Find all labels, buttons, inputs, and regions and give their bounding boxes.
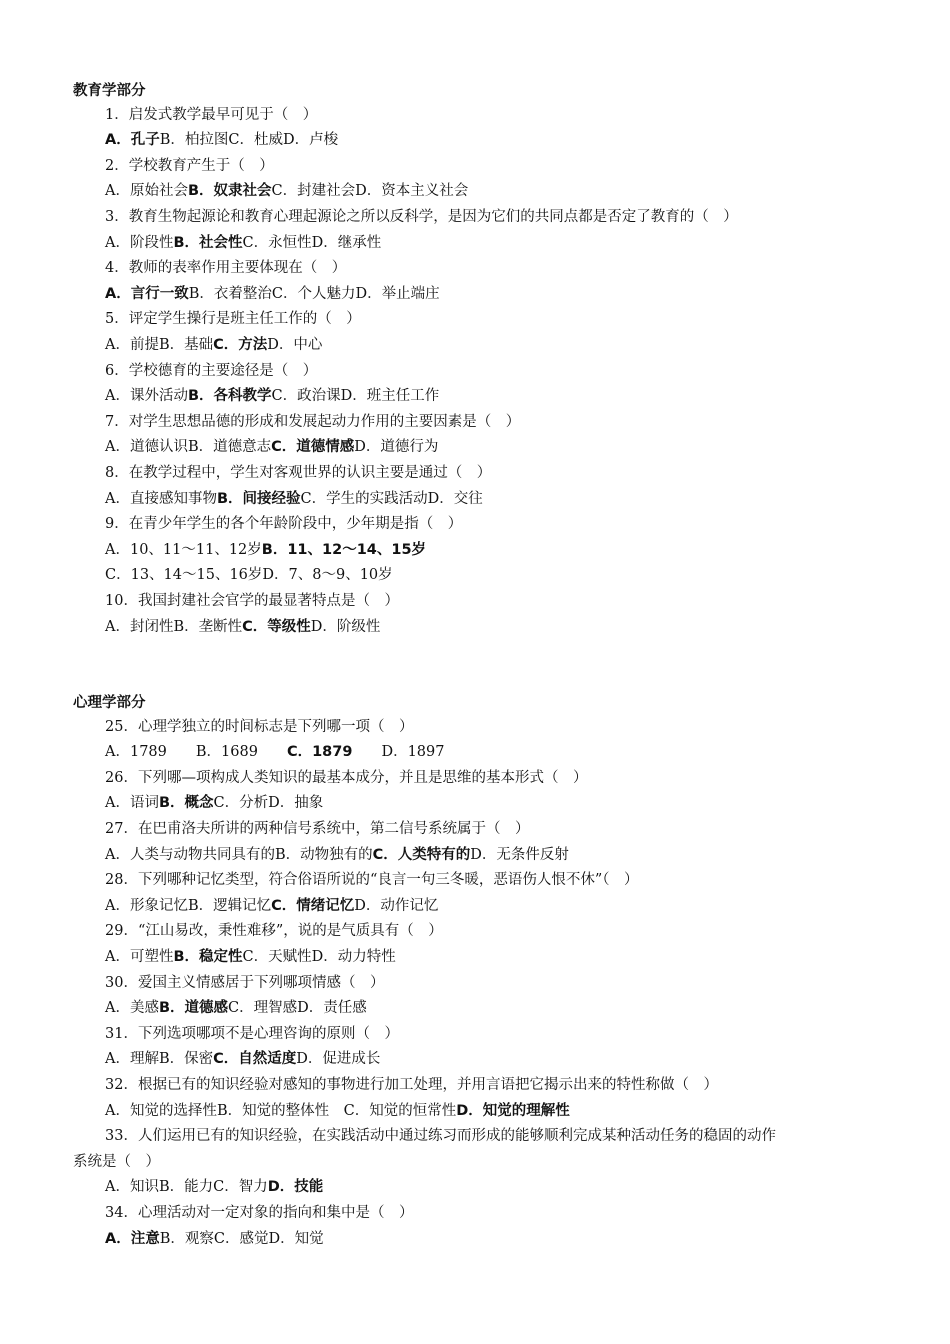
answer-option: D．动力特性 [311,949,396,965]
answer-option: A．课外活动 [105,388,188,405]
question-text: 31．下列选项哪项不是心理咨询的原则（ ） [105,1025,399,1042]
answer-option: C．分析 [213,795,269,812]
answer-option-correct: C．自然适度 [213,1051,297,1068]
question-text: 29．“江山易改，秉性难移”，说的是气质具有（ ） [105,923,443,940]
answer-option: C．天赋性 [242,949,312,965]
answer-option: D．1897 [381,744,445,761]
answer-option-correct: C．方法 [213,337,268,353]
answer-option: D．阶级性 [310,618,381,635]
answer-option: B．保密 [158,1051,214,1068]
options-line [105,130,338,150]
options-line [105,1229,324,1249]
answer-option: D．交往 [427,490,483,507]
question-text: 4．教师的表率作用主要体现在（ ） [105,260,347,277]
answer-option-correct: A．注意 [105,1230,160,1247]
question-text: 25．心理学独立的时间标志是下列哪一项（ ） [105,718,414,735]
question-text: 10．我国封建社会官学的最显著特点是（ ） [105,593,399,609]
answer-option-correct: A．孔子 [105,132,160,149]
options-line [105,793,323,813]
options-line [105,845,569,865]
answer-option-correct: B．概念 [158,795,214,812]
question-text: 6．学校德育的主要途径是（ ） [105,362,318,379]
options-line [105,998,367,1018]
question-text: 27．在巴甫洛夫所讲的两种信号系统中，第二信号系统属于（ ） [105,821,530,837]
answer-option-correct: C．道德情感 [271,439,355,456]
answer-option: B．垄断性 [173,618,243,635]
section-title: 教育学部分 [73,83,146,99]
answer-option: A．1789 [105,744,196,761]
answer-option: D．促进成长 [296,1051,381,1068]
answer-option: B．逻辑记忆 [187,897,272,914]
question-text: 5．评定学生操行是班主任工作的（ ） [105,311,361,328]
question-text: 3．教育生物起源论和教育心理起源论之所以反科学，是因为它们的共同点都是否定了教育的（ ） [105,209,738,225]
options-line [105,1101,570,1121]
answer-option: A．语词 [105,795,159,812]
answer-option-correct: B．奴隶社会 [187,183,272,200]
answer-option: D．中心 [267,337,323,353]
answer-option: D．资本主义社会 [355,183,469,200]
answer-option: D．举止端庄 [355,285,440,302]
answer-option-correct: B．道德感 [158,1000,229,1017]
answer-option-correct: C．人类特有的 [372,846,471,863]
question-text: 9．在青少年学生的各个年龄阶段中，少年期是指（ ） [105,516,463,533]
answer-option: B．基础 [158,337,214,353]
answer-option: D．动作记忆 [354,897,439,914]
answer-option-correct: C．等级性 [242,618,311,635]
question-text: 2．学校教育产生于（ ） [105,157,274,174]
answer-option: A．前提 [105,337,159,353]
section-title: 心理学部分 [73,695,146,711]
answer-option: A．理解 [105,1051,159,1068]
answer-option: A．知识 [105,1179,159,1196]
question-text: 8．在教学过程中，学生对客观世界的认识主要是通过（ ） [105,465,492,481]
answer-option-correct: B．社会性 [173,234,243,251]
options-line [105,540,426,560]
options-line [105,437,438,457]
answer-option: B．观察 [159,1230,214,1247]
answer-option: A．阶段性 [105,234,174,251]
answer-option-correct: C．情绪记忆 [271,897,355,914]
options-line [105,896,438,916]
answer-option: B．知觉的整体性 [216,1102,344,1119]
answer-option: C．智力 [213,1179,268,1196]
answer-option: D．责任感 [297,1000,367,1017]
answer-option: D．知觉 [268,1230,324,1247]
answer-option: A．道德认识 [105,439,188,456]
question-text: 7．对学生思想品德的形成和发展起动力作用的主要因素是（ ） [105,413,521,430]
answer-option-correct: C．1879 [286,744,382,761]
answer-option: A．可塑性 [105,949,174,965]
question-text: 1．启发式教学最早可见于（ ） [105,106,318,123]
question-text: 32．根据已有的知识经验对感知的事物进行加工处理，并用言语把它揭示出来的特性称做（ ） [105,1077,718,1093]
answer-option: D．无条件反射 [470,846,569,863]
question-text: 30．爱国主义情感居于下列哪项情感（ ） [105,974,385,991]
question-text-continued: 系统是（ ） [73,1153,160,1170]
answer-option-correct: B．间接经验 [216,490,301,507]
answer-option: A．知觉的选择性 [105,1102,217,1119]
answer-option-correct: B．11、12～14、15岁 [261,541,427,558]
question-text: 26．下列哪—项构成人类知识的最基本成分，并且是思维的基本形式（ ） [105,769,588,786]
answer-option: A．直接感知事物 [105,490,217,507]
answer-option: B．1689 [195,744,287,761]
answer-option-correct: B．各科教学 [187,388,272,405]
answer-option: D．道德行为 [354,439,439,456]
answer-option: A．美感 [105,1000,159,1017]
answer-option-correct: B．稳定性 [173,949,243,965]
answer-option: C．个人魅力 [271,285,356,302]
options-line [105,742,444,762]
answer-option: A．10、11～11、12岁 [105,541,262,558]
answer-option: B．柏拉图 [159,132,229,149]
answer-option: B．能力 [158,1179,214,1196]
answer-option: C．理智感 [228,1000,298,1017]
options-line [105,617,380,637]
question-text: 33．人们运用已有的知识经验，在实践活动中通过练习而形成的能够顺利完成某种活动任务的稳固的动作 [105,1128,776,1145]
options-line [105,233,381,253]
answer-option: C．知觉的恒常性 [343,1102,457,1119]
options-line [105,335,322,355]
answer-option: C．永恒性 [242,234,312,251]
answer-option: C．感觉 [213,1230,269,1247]
answer-option: C．政治课 [271,388,341,405]
options-line [105,284,440,304]
answer-option: D．班主任工作 [340,388,440,405]
answer-option-correct: D．知觉的理解性 [456,1102,570,1119]
answer-option: A．封闭性 [105,618,174,635]
answer-option: D．抽象 [268,795,324,812]
answer-option: C．13、14～15、16岁 [105,567,263,584]
options-line [105,947,396,967]
answer-option: B．衣着整治 [188,285,272,302]
answer-option-correct: A．言行一致 [105,285,189,302]
options-line [105,489,483,509]
answer-option: A．形象记忆 [105,897,188,914]
answer-option-correct: D．技能 [267,1179,324,1196]
answer-option: B．道德意志 [187,439,272,456]
options-line [105,1177,323,1197]
options-line [105,1049,380,1069]
options-line [105,181,468,201]
answer-option: C．学生的实践活动 [300,490,428,507]
answer-option: C．封建社会 [271,183,356,200]
options-line [105,565,393,585]
answer-option: A．原始社会 [105,183,188,200]
answer-option: D．卢梭 [283,132,339,149]
question-text: 34．心理活动对一定对象的指向和集中是（ ） [105,1205,414,1221]
answer-option: D．7、8～9、10岁 [262,567,393,584]
answer-option: B．动物独有的 [274,846,373,863]
answer-option: C．杜威 [228,132,283,149]
question-text: 28．下列哪种记忆类型，符合俗语所说的“良言一句三冬暖，恶语伤人恨不休”（ ） [105,872,639,889]
answer-option: D．继承性 [311,234,382,251]
answer-option: A．人类与动物共同具有的 [105,846,275,863]
options-line [105,386,439,406]
